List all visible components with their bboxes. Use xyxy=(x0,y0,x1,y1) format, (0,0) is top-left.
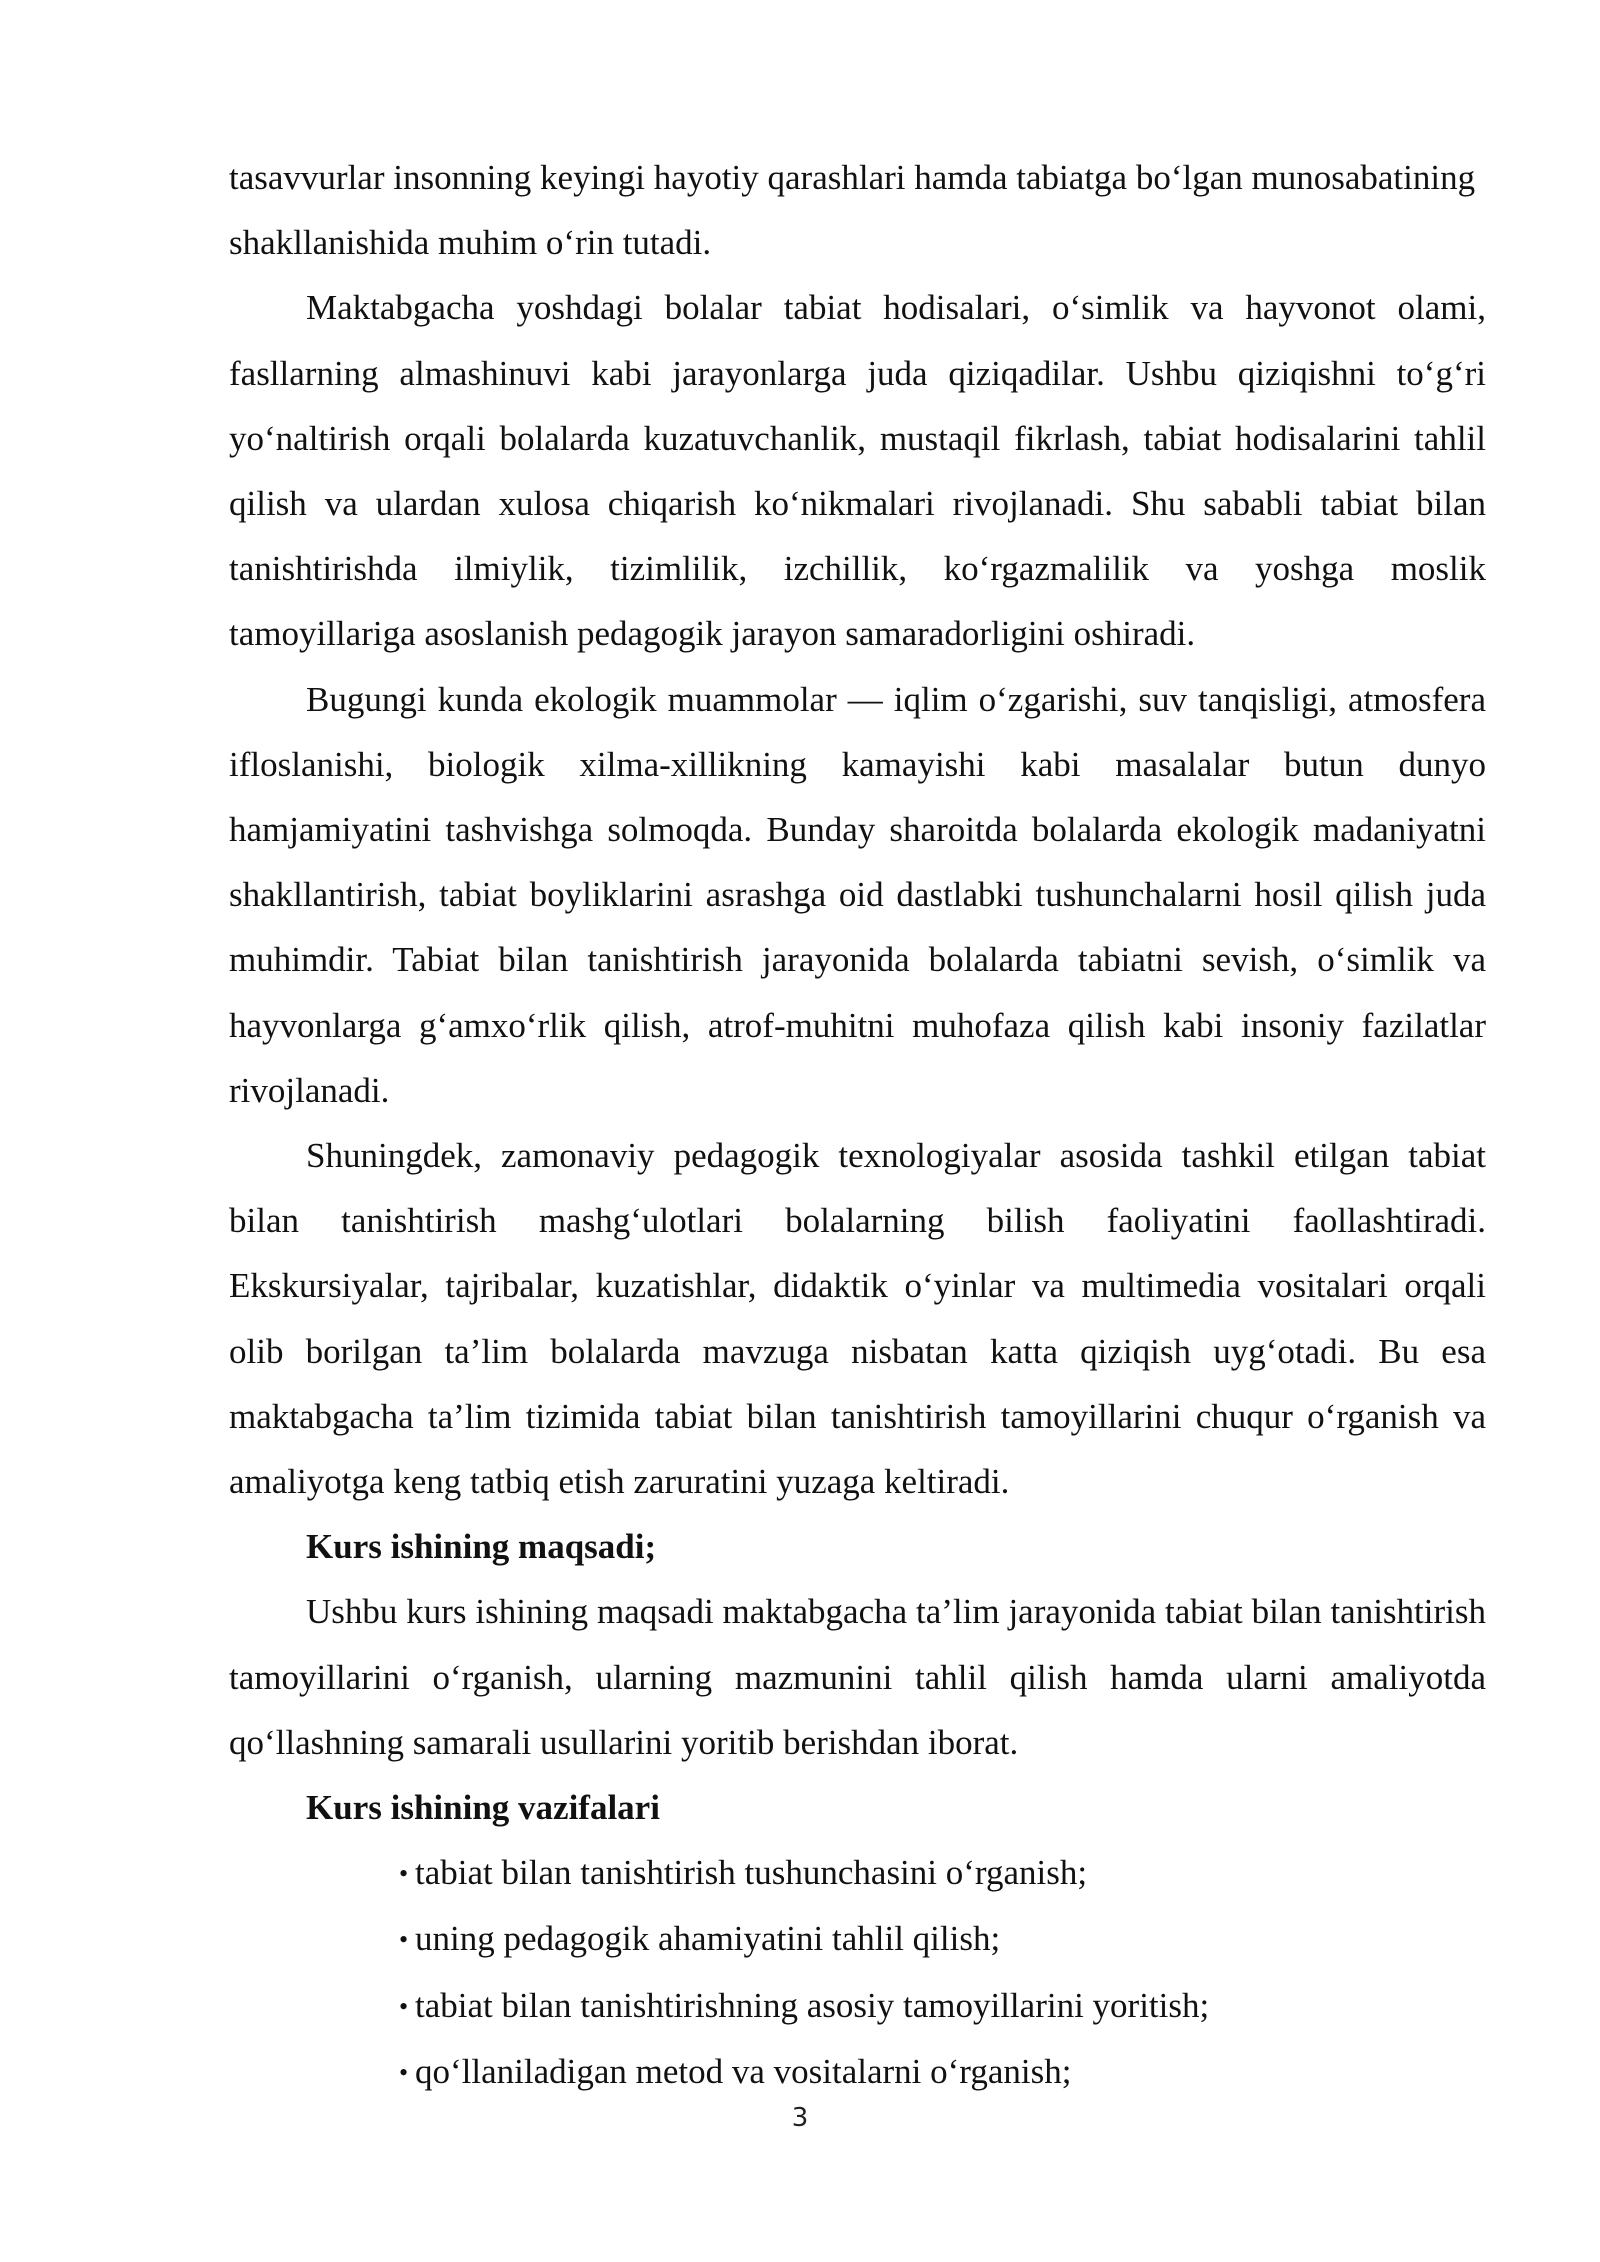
list-item-text: uning pedagogik ahamiyatini tahlil qilish; xyxy=(415,1919,1001,1959)
list-item-text: tabiat bilan tanishtirishning asosiy tamoyillarini yoritish; xyxy=(415,1985,1210,2025)
paragraph-intro-continuation: tasavvurlar insonning keyingi hayotiy qarashlari hamda tabiatga bo‘lgan munosabatining shakllanishida muhim o‘rin tutadi. xyxy=(229,158,1476,263)
tasks-heading: Kurs ishining vazifalari xyxy=(306,1788,660,1828)
paragraph-modern-technologies: Shuningdek, zamonaviy pedagogik texnologiyalar asosida tashkil etilgan tabiat bilan tanishtirish mashg‘ulotlari bolalarning bilish faoliyatini faollashtiradi. Ekskursiyalar, tajribalar, kuzatishlar, didaktik o‘yinlar va multimedia vositalari orqali olib borilgan ta’lim bolalarda mavzuga nisbatan katta qiziqish uyg‘otadi. Bu esa maktabgacha ta’lim tizimida tabiat bilan tanishtirish tamoyillarini chuqur o‘rganish va amaliyotga keng tatbiq etish zaruratini yuzaga keltiradi. xyxy=(229,1136,1486,1502)
list-item xyxy=(399,1973,1486,2039)
page-number: 3 xyxy=(791,2103,809,2133)
list-item xyxy=(399,1906,1486,1972)
goal-heading: Kurs ishining maqsadi; xyxy=(306,1527,657,1567)
list-item-text: tabiat bilan tanishtirish tushunchasini o‘rganish; xyxy=(415,1853,1088,1893)
list-item xyxy=(399,1840,1486,1906)
tasks-list xyxy=(229,1840,1486,2105)
bullet-icon: • xyxy=(399,2057,409,2087)
paragraph-ecological-problems: Bugungi kunda ekologik muammolar — iqlim o‘zgarishi, suv tanqisligi, atmosfera ifloslanishi, biologik xilma-xillikning kamayishi kabi masalalar butun dunyo hamjamiyatini tashvishga solmoqda. Bunday sharoitda bolalarda ekologik madaniyatni shakllantirish, tabiat boyliklarini asrashga oid dastlabki tushunchalarni hosil qilish juda muhimdir. Tabiat bilan tanishtirish jarayonida bolalarda tabiatni sevish, o‘simlik va hayvonlarga g‘amxo‘rlik qilish, atrof-muhitni muhofaza qilish kabi insoniy fazilatlar rivojlanadi. xyxy=(229,679,1486,1110)
bullet-icon: • xyxy=(399,1991,409,2021)
bullet-icon: • xyxy=(399,1859,409,1889)
list-item-text: qo‘llaniladigan metod va vositalarni o‘rganish; xyxy=(415,2051,1072,2091)
page-body xyxy=(229,145,1486,2105)
bullet-icon: • xyxy=(399,1925,409,1955)
goal-paragraph: Ushbu kurs ishining maqsadi maktabgacha ta’lim jarayonida tabiat bilan tanishtirish tamoyillarini o‘rganish, ularning mazmunini tahlil qilish hamda ularni amaliyotda qo‘llashning samarali usullarini yoritib berishdan iborat. xyxy=(229,1592,1486,1762)
paragraph-children-interest: Maktabgacha yoshdagi bolalar tabiat hodisalari, o‘simlik va hayvonot olami, fasllarning almashinuvi kabi jarayonlarga juda qiziqadilar. Ushbu qiziqishni to‘g‘ri yo‘naltirish orqali bolalarda kuzatuvchanlik, mustaqil fikrlash, tabiat hodisalarini tahlil qilish va ulardan xulosa chiqarish ko‘nikmalari rivojlanadi. Shu sababli tabiat bilan tanishtirishda ilmiylik, tizimlilik, izchillik, ko‘rgazmalilik va yoshga moslik tamoyillariga asoslanish pedagogik jarayon samaradorligini oshiradi. xyxy=(229,288,1486,654)
list-item xyxy=(399,2039,1486,2105)
